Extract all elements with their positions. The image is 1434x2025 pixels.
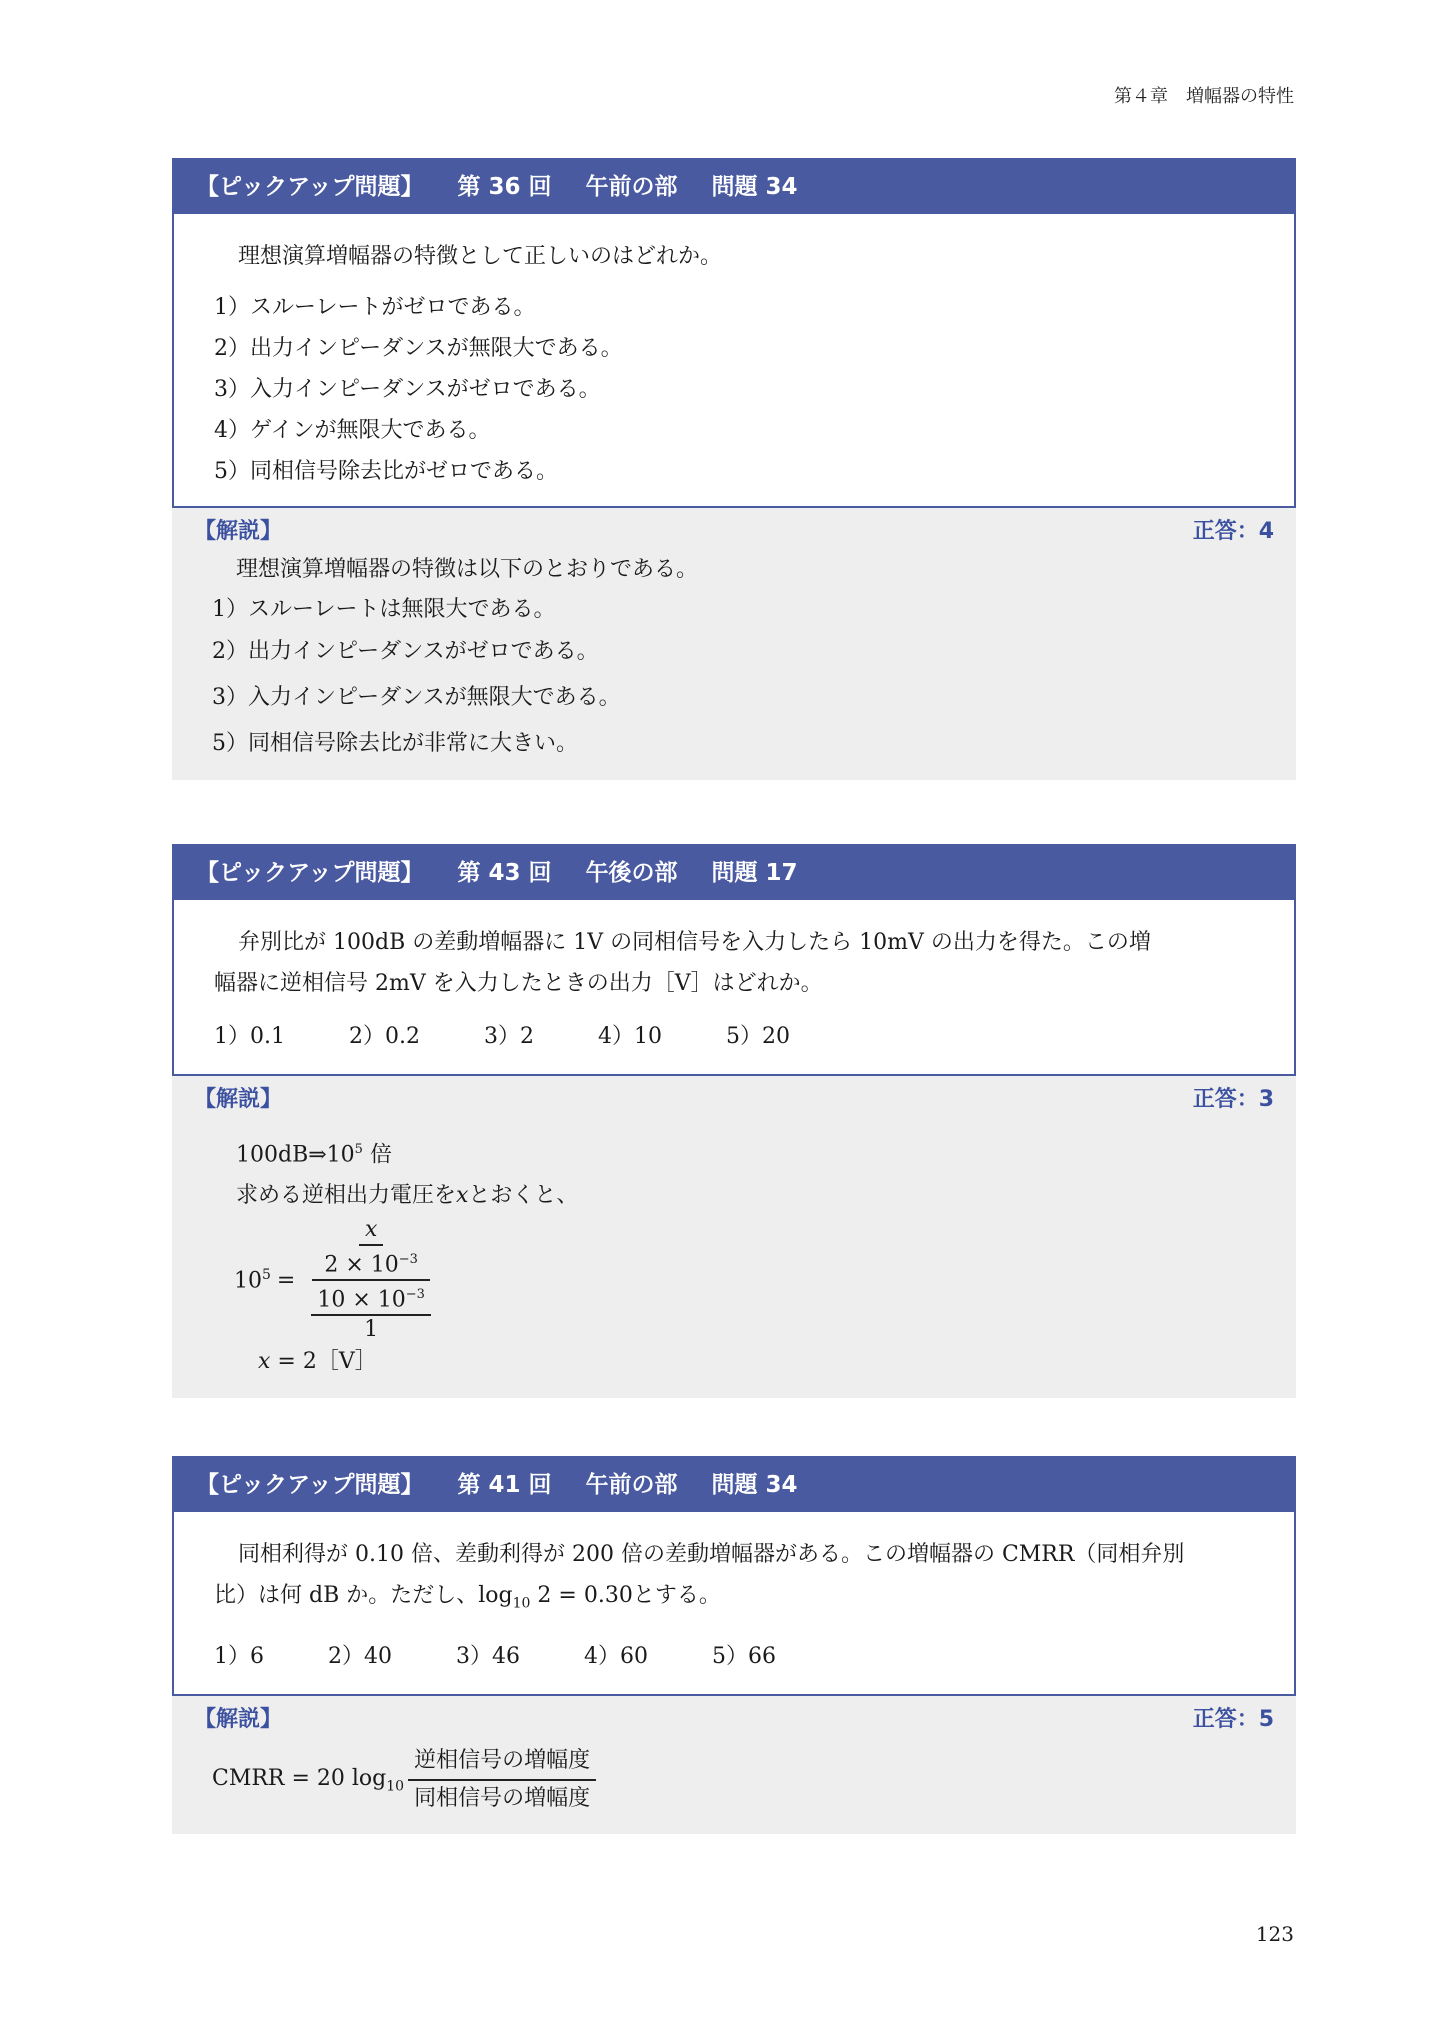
choice: 4）10	[598, 1024, 662, 1049]
choice: 5）66	[712, 1644, 776, 1670]
answer-label: 正答：4	[1192, 519, 1274, 544]
question-box	[172, 844, 1296, 1076]
exam-session: 午後の部	[585, 860, 678, 886]
choice: 2）出力インピーダンスが無限大である。	[214, 336, 623, 361]
answer-label: 正答：3	[1192, 1087, 1274, 1112]
explanation-box	[172, 508, 1296, 780]
question-header	[174, 846, 1294, 900]
chapter-header: 第４章 増幅器の特性	[1114, 86, 1294, 107]
choice: 2）0.2	[349, 1024, 420, 1049]
question-box	[172, 1456, 1296, 1696]
choice-list	[214, 287, 1258, 492]
explanation-line: 3）入力インピーダンスが無限大である。	[212, 685, 621, 710]
cmrr-denominator: 同相信号の増幅度	[414, 1786, 591, 1812]
question-stem: 理想演算増幅器の特徴として正しいのはどれか。	[238, 244, 723, 269]
question-number: 問題 17	[711, 860, 798, 886]
cmrr-fraction	[408, 1743, 596, 1817]
choice: 5）同相信号除去比がゼロである。	[214, 459, 558, 484]
explanation-label: 【解説】	[194, 1087, 283, 1112]
choice: 4）ゲインが無限大である。	[214, 418, 491, 443]
question-header	[174, 1458, 1294, 1512]
result-line: 𝑥 = 2［V］	[258, 1349, 377, 1374]
exam-number: 第 43 回	[457, 860, 552, 886]
explanation-line: $100dB\Rightarrow 10^5$ 倍	[236, 1142, 392, 1168]
exam-number: 第 36 回	[457, 174, 552, 200]
pickup-tag: 【ピックアップ問題】	[196, 1472, 424, 1498]
compound-fraction	[305, 1216, 437, 1345]
choice: 1）0.1	[214, 1024, 285, 1049]
cmrr-numerator: 逆相信号の増幅度	[408, 1743, 596, 1781]
problem-1	[172, 158, 1296, 780]
question-number: 問題 34	[711, 1472, 798, 1498]
pickup-tag: 【ピックアップ問題】	[196, 174, 424, 200]
question-number: 問題 34	[711, 174, 798, 200]
explanation-line: 5）同相信号除去比が非常に大きい。	[212, 731, 578, 756]
explanation-box	[172, 1076, 1296, 1398]
question-box	[172, 158, 1296, 508]
choice: 4）60	[584, 1644, 648, 1670]
lower-fraction: $\frac{10 \times 10^{-3}}{1}$	[305, 1281, 437, 1344]
explanation-label: 【解説】	[194, 519, 283, 544]
explanation-label: 【解説】	[194, 1707, 283, 1733]
question-stem-cont: 比）は何 dB か。ただし、$\log_{10} 2 = 0.30$とする。	[214, 1583, 721, 1612]
problem-3	[172, 1456, 1296, 1834]
choice: 1）6	[214, 1644, 264, 1670]
explanation-line: 2）出力インピーダンスがゼロである。	[212, 639, 599, 664]
explanation-line: 求める逆相出力電圧を𝑥とおくと、	[236, 1183, 579, 1208]
cmrr-formula	[194, 1738, 1274, 1822]
pickup-tag: 【ピックアップ問題】	[196, 860, 424, 886]
answer-label: 正答：5	[1192, 1707, 1274, 1733]
explanation-box	[172, 1696, 1296, 1834]
choice: 3）46	[456, 1644, 520, 1670]
exam-number: 第 41 回	[457, 1472, 552, 1498]
explanation-line: 1）スルーレートは無限大である。	[212, 597, 556, 622]
choice: 2）40	[328, 1644, 392, 1670]
explanation-line: 理想演算増幅器の特徴は以下のとおりである。	[236, 557, 699, 582]
exam-session: 午前の部	[585, 1472, 678, 1498]
question-stem: 同相利得が 0.10 倍、差動利得が 200 倍の差動増幅器がある。この増幅器の CMRR（同相弁別	[238, 1542, 1185, 1567]
problem-2	[172, 844, 1296, 1398]
cmrr-lhs: CMRR = 20 $\log_{10}$	[212, 1766, 405, 1795]
formula	[194, 1216, 1274, 1343]
choice-list	[214, 1014, 1258, 1060]
question-stem-cont: 幅器に逆相信号 2mV を入力したときの出力［V］はどれか。	[214, 971, 823, 996]
choice: 5）20	[726, 1024, 790, 1049]
page-number: 123	[1255, 1922, 1294, 1946]
upper-fraction: $\frac{\text{𝑥}}{2 \times 10^{-3}}$	[312, 1216, 430, 1281]
choice: 3）入力インピーダンスがゼロである。	[214, 377, 601, 402]
choice: 1）スルーレートがゼロである。	[214, 295, 536, 320]
question-header	[174, 160, 1294, 214]
formula-lhs: $10^5$	[234, 1266, 271, 1294]
choice: 3）2	[484, 1024, 534, 1049]
question-stem: 弁別比が 100dB の差動増幅器に 1V の同相信号を入力したら 10mV の出力を得た。この増	[238, 930, 1151, 955]
choice-list	[214, 1634, 1258, 1680]
exam-session: 午前の部	[585, 174, 678, 200]
equals-sign: =	[276, 1267, 296, 1293]
